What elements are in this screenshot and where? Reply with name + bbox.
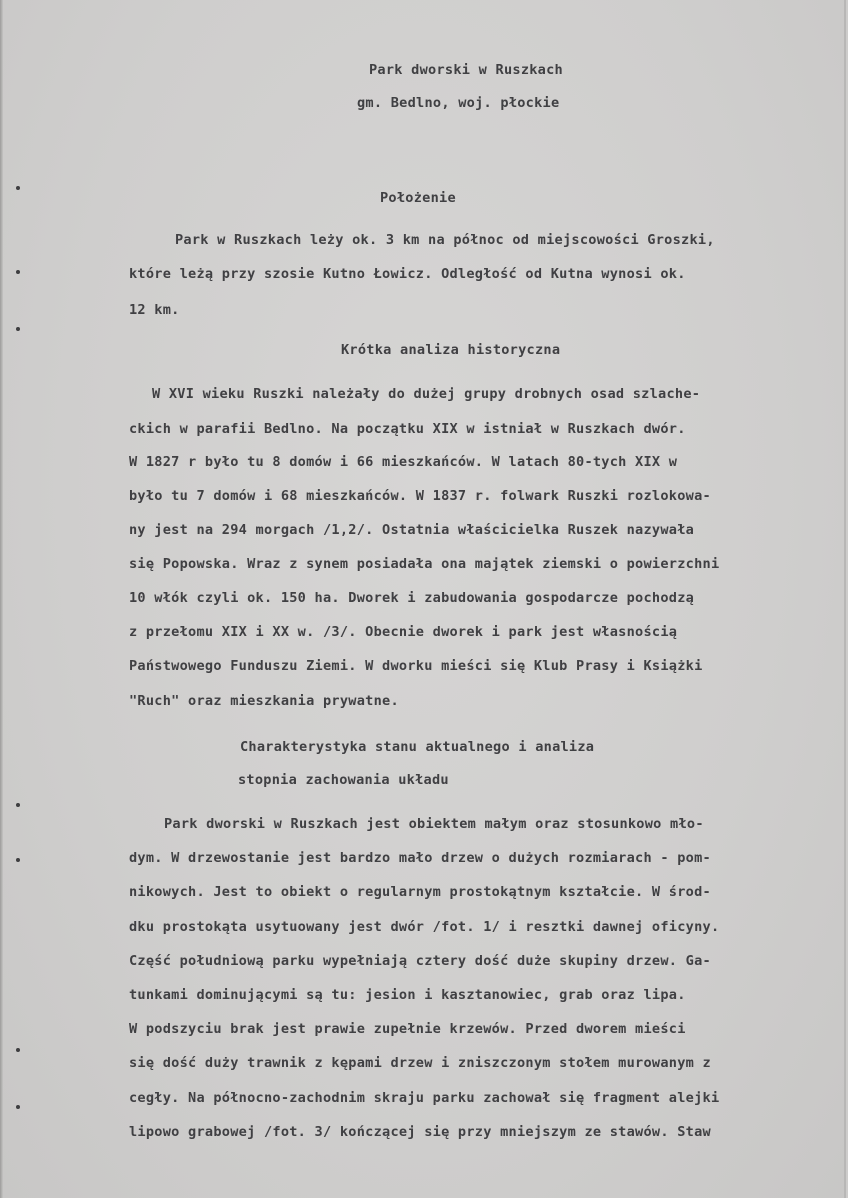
paragraph-line: W XVI wieku Ruszki należały do dużej grupy drobnych osad szlache- (152, 386, 701, 402)
punch-mark (16, 1048, 20, 1052)
section-heading-historia: Krótka analiza historyczna (341, 342, 561, 358)
paragraph-line: tunkami dominującymi są tu: jesion i kasztanowiec, grab oraz lipa. (129, 987, 686, 1003)
paragraph-line: ckich w parafii Bedlno. Na początku XIX w istniał w Ruszkach dwór. (129, 421, 686, 437)
paragraph-line: lipowo grabowej /fot. 3/ kończącej się przy mniejszym ze stawów. Staw (129, 1124, 711, 1140)
paragraph-line: dku prostokąta usytuowany jest dwór /fot. 1/ i resztki dawnej oficyny. (129, 919, 720, 935)
section-heading-charakterystyka: Charakterystyka stanu aktualnego i analiza (240, 739, 595, 755)
document-subtitle: gm. Bedlno, woj. płockie (357, 95, 560, 111)
paragraph-line: Część południową parku wypełniają cztery dość duże skupiny drzew. Ga- (129, 953, 711, 969)
section-heading-charakterystyka-cont: stopnia zachowania układu (238, 772, 449, 788)
paragraph-line: Park dworski w Ruszkach jest obiektem małym oraz stosunkowo mło- (164, 816, 704, 832)
paragraph-line: 10 włók czyli ok. 150 ha. Dworek i zabudowania gospodarcze pochodzą (129, 590, 695, 606)
punch-mark (16, 803, 20, 807)
document-title: Park dworski w Ruszkach (369, 62, 563, 78)
paragraph-line: z przełomu XIX i XX w. /3/. Obecnie dworek i park jest własnością (129, 624, 678, 640)
paragraph-line: W 1827 r było tu 8 domów i 66 mieszkańców. W latach 80-tych XIX w (129, 454, 678, 470)
paragraph-line: się dość duży trawnik z kępami drzew i zniszczonym stołem murowanym z (129, 1055, 711, 1071)
paragraph-line: Państwowego Funduszu Ziemi. W dworku mieści się Klub Prasy i Książki (129, 658, 703, 674)
paragraph-line: W podszyciu brak jest prawie zupełnie krzewów. Przed dworem mieści (129, 1021, 686, 1037)
punch-mark (16, 858, 20, 862)
paragraph-line: "Ruch" oraz mieszkania prywatne. (129, 693, 399, 709)
punch-mark (16, 186, 20, 190)
paragraph-line: dym. W drzewostanie jest bardzo mało drzew o dużych rozmiarach - pom- (129, 850, 711, 866)
paragraph-line: 12 km. (129, 302, 180, 318)
punch-mark (16, 270, 20, 274)
paragraph-line: się Popowska. Wraz z synem posiadała ona majątek ziemski o powierzchni (129, 556, 720, 572)
paragraph-line: nikowych. Jest to obiekt o regularnym prostokątnym kształcie. W środ- (129, 884, 711, 900)
paragraph-line: cegły. Na północno-zachodnim skraju parku zachował się fragment alejki (129, 1090, 720, 1106)
punch-mark (16, 327, 20, 331)
paragraph-line: ny jest na 294 morgach /1,2/. Ostatnia właścicielka Ruszek nazywała (129, 522, 695, 538)
section-heading-polozenie: Położenie (380, 190, 456, 206)
paragraph-line: które leżą przy szosie Kutno Łowicz. Odległość od Kutna wynosi ok. (129, 266, 686, 282)
paragraph-line: było tu 7 domów i 68 mieszkańców. W 1837 r. folwark Ruszki rozlokowa- (129, 488, 711, 504)
page-edge (0, 0, 3, 1198)
paragraph-line: Park w Ruszkach leży ok. 3 km na północ od miejscowości Groszki, (175, 232, 715, 248)
punch-mark (16, 1105, 20, 1109)
